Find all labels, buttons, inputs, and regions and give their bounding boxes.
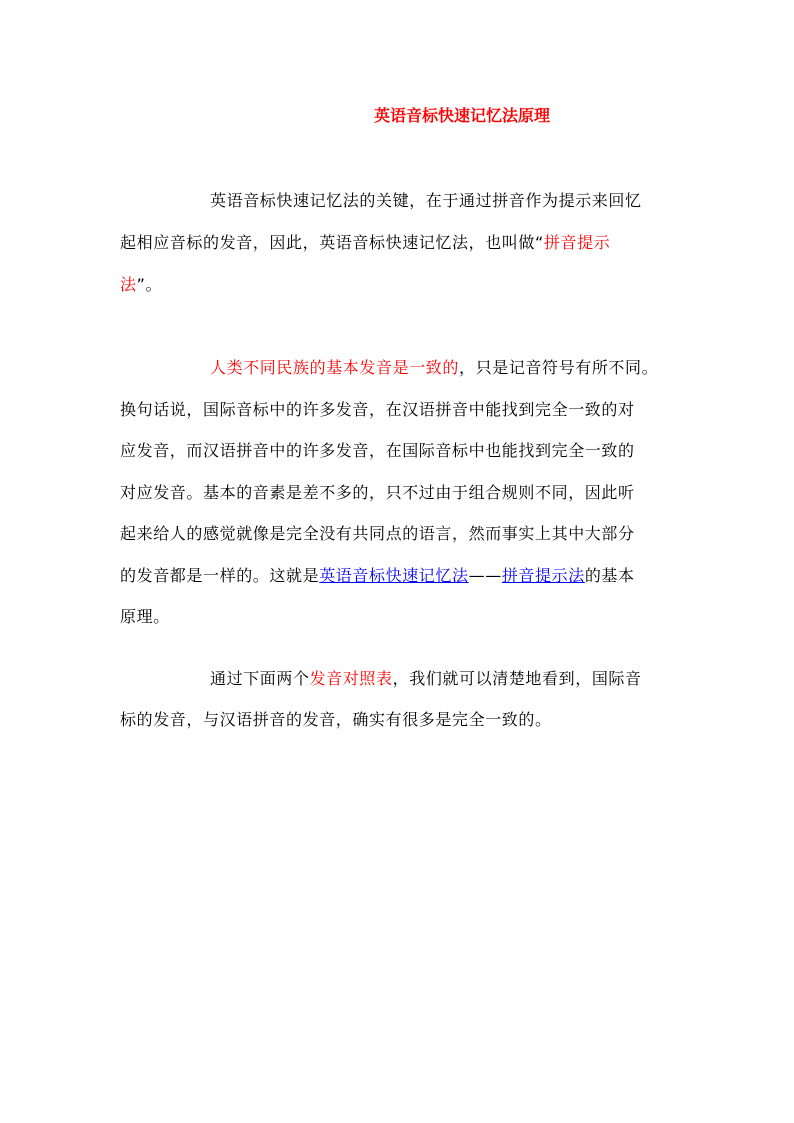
paragraph-3-line-1 bbox=[210, 667, 642, 691]
paragraph-1-line-2-text: 起相应音标的发音，因此，英语音标快速记忆法，也叫做“ bbox=[120, 233, 544, 252]
highlight-same-pronunciation: 人类不同民族的基本发音是一致的 bbox=[210, 358, 460, 377]
paragraph-3-line-1-text-1: 通过下面两个 bbox=[210, 669, 310, 688]
paragraph-2-line-2: 换句话说，国际音标中的许多发音，在汉语拼音中能找到完全一致的对 bbox=[120, 400, 635, 419]
paragraph-2-line-1 bbox=[210, 356, 658, 380]
link-pinyin-hint-method[interactable]: 拼音提示法 bbox=[501, 566, 585, 585]
paragraph-1-line-1: 英语音标快速记忆法的关键，在于通过拼音作为提示来回忆 bbox=[210, 191, 642, 210]
paragraph-2-line-1-text: ，只是记音符号有所不同。 bbox=[459, 358, 659, 377]
highlight-fa: 法 bbox=[120, 275, 137, 294]
em-dash: —— bbox=[468, 566, 502, 585]
page-title: 英语音标快速记忆法原理 bbox=[373, 106, 550, 125]
paragraph-2-line-6 bbox=[120, 564, 635, 588]
paragraph-1-line-2 bbox=[120, 231, 610, 255]
paragraph-2-line-7: 原理。 bbox=[120, 607, 170, 626]
paragraph-2-line-6-text-1: 的发音都是一样的。这就是 bbox=[120, 566, 320, 585]
paragraph-3-line-1-text-2: ，我们就可以清楚地看到，国际音 bbox=[392, 669, 642, 688]
highlight-comparison-table: 发音对照表 bbox=[309, 669, 393, 688]
paragraph-2-line-5: 起来给人的感觉就像是完全没有共同点的语言，然而事实上其中大部分 bbox=[120, 524, 635, 543]
paragraph-2-line-6-text-2: 的基本 bbox=[584, 566, 635, 585]
highlight-pinyin-hint: 拼音提示 bbox=[543, 233, 611, 252]
paragraph-1-line-3 bbox=[120, 273, 162, 297]
paragraph-2-line-4: 对应发音。基本的音素是差不多的，只不过由于组合规则不同，因此听 bbox=[120, 483, 635, 502]
paragraph-1-line-3-text: ”。 bbox=[136, 275, 163, 294]
paragraph-2-line-3: 应发音，而汉语拼音中的许多发音，在国际音标中也能找到完全一致的 bbox=[120, 441, 635, 460]
paragraph-3-line-2: 标的发音，与汉语拼音的发音，确实有很多是完全一致的。 bbox=[120, 710, 552, 729]
link-phonetic-memory-method[interactable]: 英语音标快速记忆法 bbox=[319, 566, 469, 585]
